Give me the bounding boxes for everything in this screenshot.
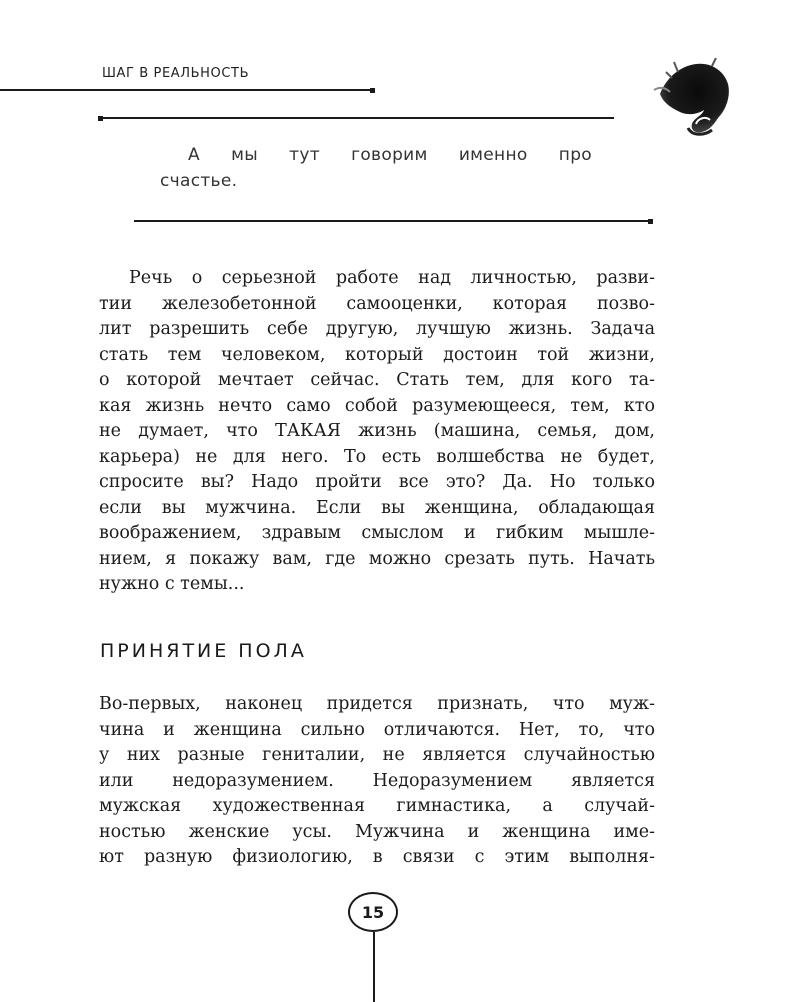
text-line: Во-первых, наконец придется признать, что муж- [99,694,655,714]
text-line: нужно с темы... [99,574,245,594]
text-line: карьера) не для него. То есть волшебства не будет, [99,446,655,467]
page-number: 15 [348,892,398,932]
running-header: ШАГ В РЕАЛЬНОСТЬ [102,66,250,81]
text-line: стать тем человеком, который достоин той жизни, [99,344,655,365]
text-line: у них разные гениталии, не является случайностью [99,745,655,765]
quote-top-rule-end [98,116,103,121]
body-paragraph-1 [99,266,655,598]
header-rule [0,89,372,91]
pull-quote-line: А мы тут говорим именно про [188,145,592,165]
pull-quote-line: счастье. [160,171,238,191]
page-number-stem [373,932,375,1002]
text-line: мужская художественная гимнастика, а случай- [99,796,655,816]
pull-quote [160,142,592,194]
quote-top-rule [100,117,614,119]
text-line: лит разрешить себе другую, лучшую жизнь. Задача [99,319,655,339]
text-line: спросите вы? Надо пройти все это? Да. Но только [99,472,655,492]
ink-splash-icon [652,56,732,138]
text-line: ностью женские усы. Мужчина и женщина име- [99,821,655,842]
quote-bottom-rule [134,220,652,222]
text-line: ют разную физиологию, в связи с этим выполня- [99,847,655,867]
header-rule-end [370,88,375,93]
body-paragraph-2 [99,692,655,871]
text-line: о которой мечтает сейчас. Стать тем, для кого та- [99,370,655,390]
text-line: кая жизнь нечто само собой разумеющееся, тем, кто [99,395,655,416]
text-line: чина и женщина сильно отличаются. Нет, то, что [99,719,655,740]
text-line: не думает, что ТАКАЯ жизнь (машина, семья, дом, [99,421,655,441]
text-line: или недоразумением. Недоразумением является [99,770,655,791]
section-heading: ПРИНЯТИЕ ПОЛА [100,640,307,662]
text-line: если вы мужчина. Если вы женщина, обладающая [99,497,655,518]
text-line: нием, я покажу вам, где можно срезать путь. Начать [99,548,655,569]
text-line: тии железобетонной самооценки, которая позво- [99,293,655,314]
text-line: воображением, здравым смыслом и гибким мышле- [99,523,655,543]
quote-bottom-rule-end [648,219,653,224]
text-line: Речь о серьезной работе над личностью, разви- [129,268,655,288]
